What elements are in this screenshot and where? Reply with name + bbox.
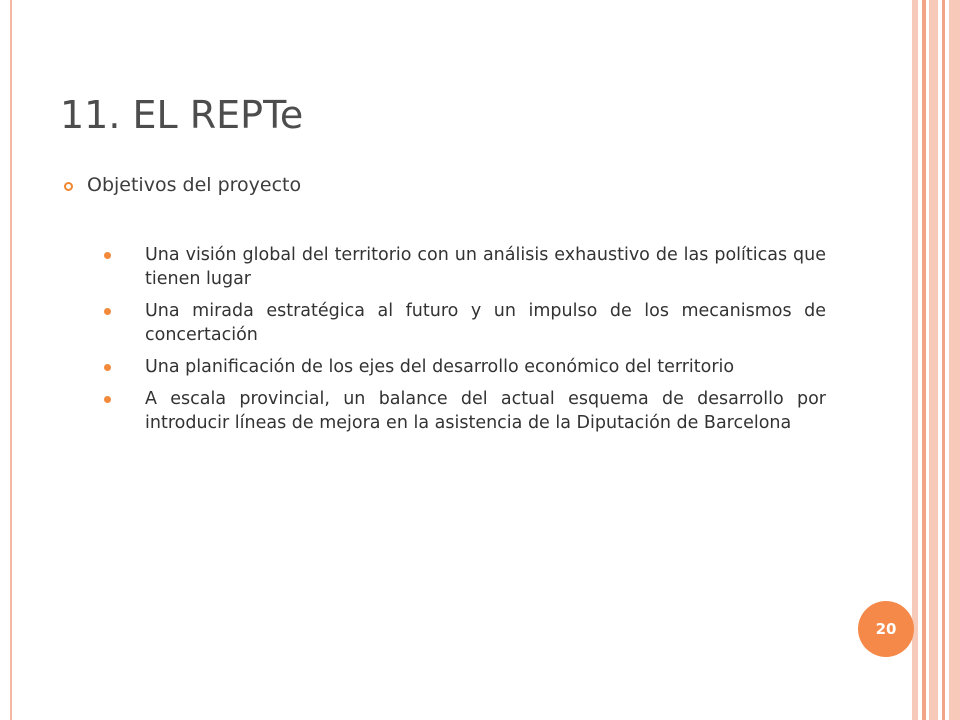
list-item — [104, 387, 826, 435]
decorative-stripes — [912, 0, 960, 720]
section-heading: Objetivos del proyecto — [87, 174, 302, 196]
section-heading-row — [64, 174, 301, 196]
ring-bullet-icon — [64, 182, 73, 191]
dot-bullet-icon — [104, 396, 111, 403]
list-item — [104, 243, 826, 291]
decorative-stripe — [922, 0, 926, 720]
list-item — [104, 355, 826, 379]
list-item — [104, 299, 826, 347]
page-number-badge: 20 — [858, 601, 914, 657]
decorative-stripe — [949, 0, 960, 720]
dot-bullet-icon — [104, 252, 111, 259]
list-item-text: Una planificación de los ejes del desarrollo económico del territorio — [145, 357, 735, 377]
decorative-stripe — [929, 0, 938, 720]
list-item-text: Una visión global del territorio con un análisis exhaustivo de las políticas que tienen lugar — [145, 245, 826, 289]
decorative-stripe — [942, 0, 945, 720]
list-item-text: Una mirada estratégica al futuro y un impulso de los mecanismos de concertación — [145, 301, 826, 345]
slide-title: 11. EL REPTe — [60, 93, 304, 137]
objectives-list — [104, 243, 826, 443]
dot-bullet-icon — [104, 364, 111, 371]
list-item-text: A escala provincial, un balance del actual esquema de desarrollo por introducir líneas de mejora en la asistencia de la Diputación de Barcelona — [145, 389, 826, 433]
dot-bullet-icon — [104, 308, 111, 315]
decorative-stripe — [912, 0, 918, 720]
